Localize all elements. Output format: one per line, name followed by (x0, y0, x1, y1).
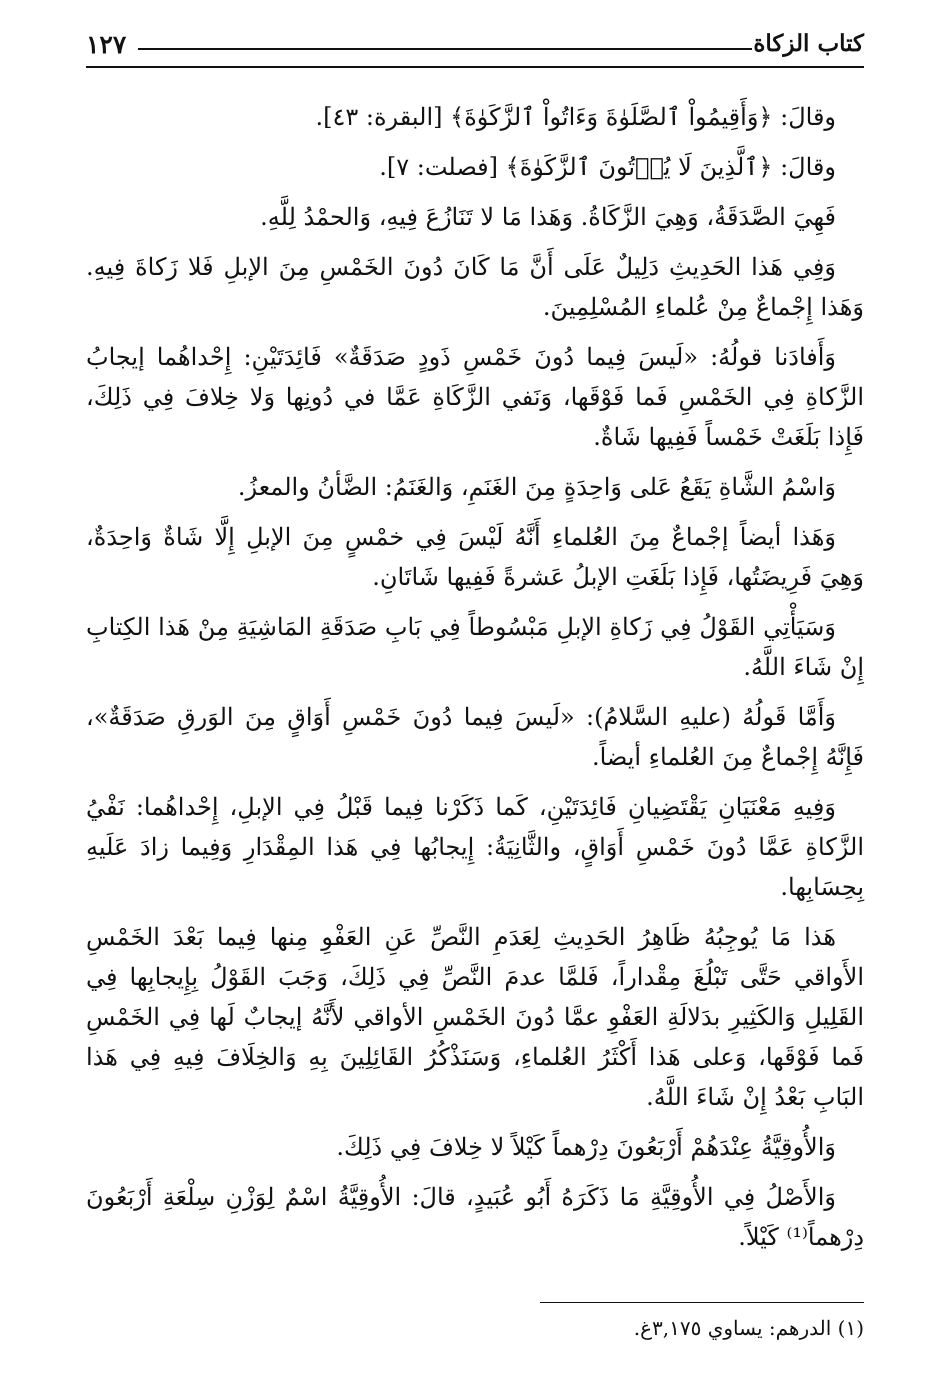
paragraph: وَسَيَأْتِي القَوْلُ فِي زَكاةِ الإبلِ مَبْسُوطاً فِي بَابِ صَدَقَةِ المَاشِيَةِ مِنْ هَذا الكِتابِ إِنْ شَاءَ اللَّهُ. (86, 613, 864, 681)
body-text (86, 97, 864, 1267)
footnote: (١) الدرهم: يساوي ٣,١٧٥غ. (633, 1316, 864, 1340)
book-title: كتاب الزكاة (753, 30, 864, 57)
paragraph: هَذا مَا يُوجِبُهُ ظَاهِرُ الحَدِيثِ لِعَدَمِ النَّصِّ عَنِ العَفْوِ مِنها فِيما بَعْدَ الخَمْسِ الأَواقي حَتَّى تَبْلُغَ مِقْداراً، فَلمَّا عدمَ النَّصِّ فِي ذَلِكَ، وَجَبَ القَوْلُ بِإِيجابِها فِي القَلِيلِ وَالكَثِيرِ بدَلالَةِ العَفْوِ عمَّا دُونَ الخَمْسِ الأواقي لأَنَّهُ إيجابٌ لَها فِي الخَمْسِ فَما فَوْقَها، وَعلى هَذا أَكْثَرُ العُلماءِ، وَسَنَذْكُرُ القَائِلِينَ بِهِ وَالخِلَافَ فِيهِ فِي هَذا البَابِ بَعْدُ إِنْ شَاءَ اللَّهُ. (86, 923, 864, 1111)
paragraph: وقالَ: ﴿ٱلَّذِينَ لَا يُؤۡتُونَ ٱلزَّكَوٰةَ﴾ [فصلت: ٧]. (379, 153, 836, 181)
paragraph: وَأَمَّا قَولُهُ (عليهِ السَّلامُ): «لَيسَ فِيما دُونَ خَمْسِ أَوَاقٍ مِنَ الوَرقِ صَدَقَةٌ»، فَإِنَّهُ إِجْماعٌ مِنَ العُلماءِ أيضاً. (86, 703, 864, 771)
running-header (86, 30, 864, 68)
header-dash (138, 48, 752, 50)
paragraph: وَالأُوقِيَّةُ عِنْدَهُمْ أَرْبَعُونَ دِرْهماً كَيْلاً لا خِلافَ فِي ذَلِكَ. (336, 1133, 836, 1161)
page-number: ١٢٧ (86, 30, 127, 59)
paragraph: وَأَفادَنا قولُهُ: «لَيسَ فِيما دُونَ خَمْسِ ذَودٍ صَدَقَةٌ» فَائِدَتَيْنِ: إِحْداهُما إيجابُ الزَّكاةِ فِي الخَمْسِ فَما فَوْقَها، وَنَفي الزَّكَاةِ عَمَّا في دُونِها وَلا خِلافَ فِي ذَلِكَ، فَإِذا بَلَغَتْ خَمْساً فَفِيها شَاةٌ. (86, 343, 864, 451)
paragraph: وَاسْمُ الشَّاةِ يَقَعُ عَلى وَاحِدَةٍ مِنَ الغَنَمِ، وَالغَنَمُ: الضَّأنُ والمعزُ. (237, 473, 836, 501)
footnote-separator (540, 1302, 864, 1303)
paragraph: وَفِي هَذا الحَدِيثِ دَلِيلٌ عَلَى أَنَّ مَا كَانَ دُونَ الخَمْسِ مِنَ الإبلِ فَلا زَكاةَ فِيهِ. وَهَذا إِجْماعٌ مِنْ عُلماءِ المُسْلِمِينَ. (86, 253, 864, 321)
paragraph: وقالَ: ﴿وَأَقِيمُواْ ٱلصَّلَوٰةَ وَءَاتُواْ ٱلزَّكَوٰةَ﴾ [البقرة: ٤٣]. (315, 103, 836, 131)
paragraph: فَهِيَ الصَّدَقَةُ، وَهِيَ الزَّكَاةُ. وَهَذا مَا لا تَنَازُعَ فِيهِ، وَالحمْدُ لِلَّهِ. (260, 203, 836, 231)
paragraph: وَالأَصْلُ فِي الأُوقِيَّةِ مَا ذَكَرَهُ أَبُو عُبَيدٍ، قالَ: الأُوقِيَّةُ اسْمٌ لِوَزْنِ سِلْعَةِ أَرْبَعُونَ دِرْهماً⁽¹⁾ كَيْلاً. (86, 1183, 864, 1251)
header-rule (86, 66, 864, 68)
paragraph: وَفِيهِ مَعْنَيَانِ يَقْتَضِيانِ فَائِدَتَيْنِ، كَما ذَكَرْنا فِيما قَبْلُ فِي الإبلِ، إِحْداهُما: نَفْيُ الزَّكاةِ عَمَّا دُونَ خَمْسِ أَوَاقٍ، والثَّانِيَةُ: إِيجابُها فِي هَذا المِقْدَارِ وَفِيما زادَ عَلَيهِ بِحِسَابِها. (86, 793, 864, 901)
paragraph: وَهَذا أيضاً إجْماعٌ مِنَ العُلماءِ أَنَّهُ لَيْسَ فِي خمْسٍ مِنَ الإبلِ إِلَّا شَاةٌ وَاحِدَةٌ، وَهِيَ فَرِيضَتُها، فَإِذا بَلَغَتِ الإبلُ عَشرةً فَفِيها شَاتَانِ. (86, 523, 864, 591)
